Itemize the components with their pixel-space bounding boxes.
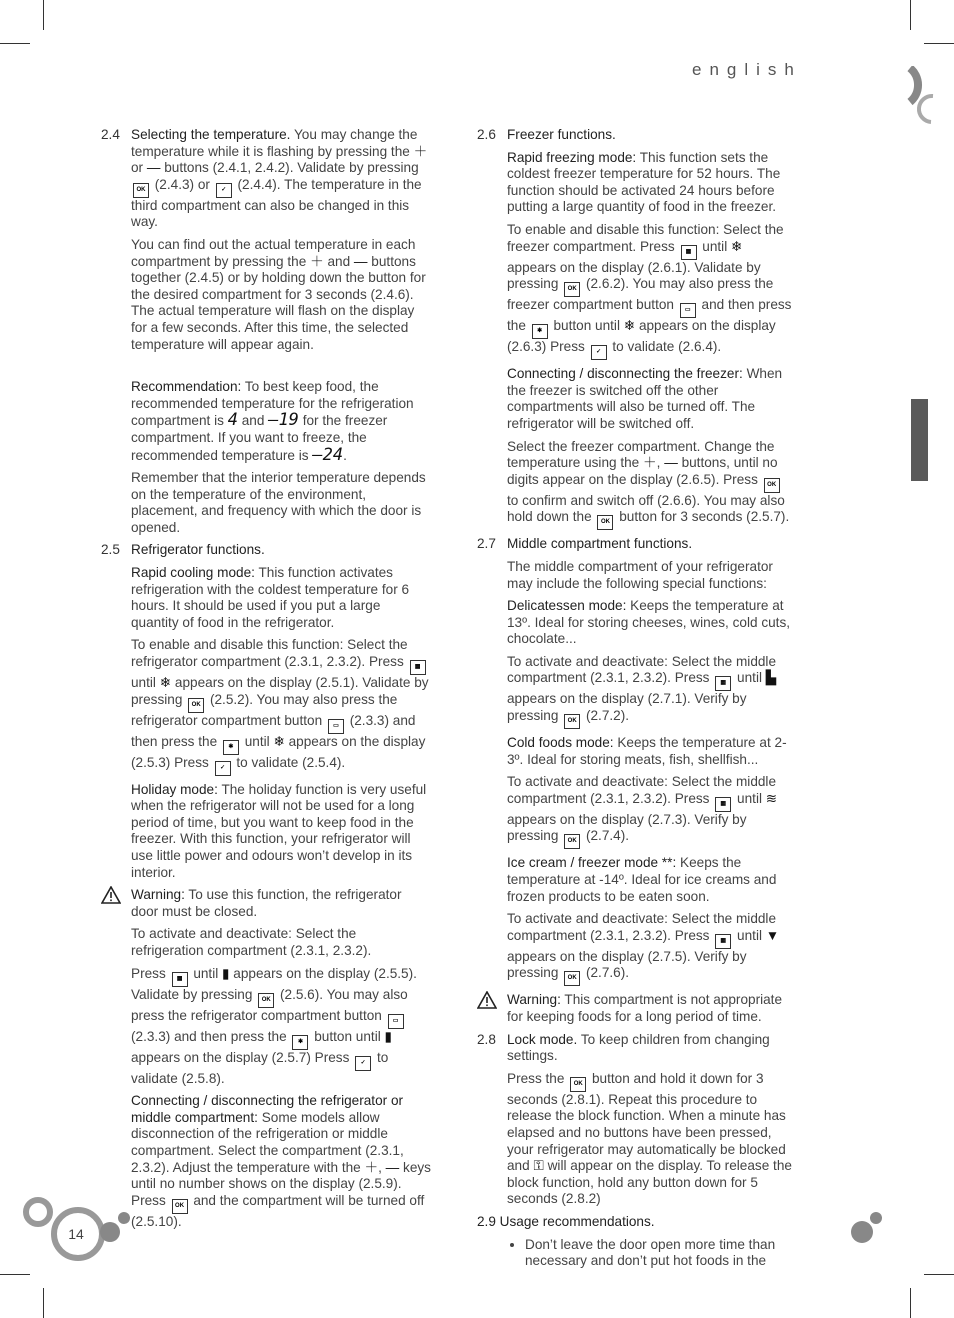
paragraph bbox=[507, 735, 795, 768]
validate-button-icon: ✓ bbox=[591, 345, 607, 360]
plus-icon: ＋ bbox=[364, 1159, 379, 1175]
text: (2.3.3) and then press the bbox=[131, 1028, 287, 1044]
section-number: 2.8 bbox=[477, 1031, 496, 1047]
ice-cream-icon: ▼ bbox=[765, 927, 780, 943]
subheading: Ice cream / freezer mode **: bbox=[507, 855, 677, 871]
paragraph bbox=[507, 911, 795, 986]
lock-icon: ⚿ bbox=[533, 1158, 544, 1174]
text: button until bbox=[314, 1028, 381, 1044]
text: will appear on the display. To release the block function, hold any button down for 5 seconds (2.8.2) bbox=[507, 1158, 792, 1207]
right-column bbox=[477, 127, 795, 1270]
freeze-temp-display: –24 bbox=[312, 444, 344, 465]
text: until bbox=[737, 790, 762, 806]
text: Some models allow disconnection of the refrigeration or middle compartment. Select the compartment (2.3.1, 2.3.2). Adjust the temperature with the bbox=[131, 1109, 404, 1175]
paragraph bbox=[507, 150, 795, 216]
text: This function sets the coldest freezer temperature for 52 hours. The function should be activated 24 hours before putting a large quantity of food in the freezer. bbox=[507, 149, 781, 215]
subheading: Recommendation: bbox=[131, 379, 242, 395]
plus-icon: ＋ bbox=[310, 253, 324, 269]
paragraph bbox=[131, 1093, 431, 1230]
function-button-icon: ✱ bbox=[292, 1035, 308, 1050]
paragraph bbox=[131, 565, 431, 631]
text: appears on the display (2.7.3). Verify by pressing bbox=[507, 811, 747, 844]
list-item: • Don’t leave the door open more time than necessary and don’t put hot foods in the bbox=[525, 1237, 795, 1270]
recommendation bbox=[131, 379, 431, 464]
text: and bbox=[241, 413, 265, 429]
text: To activate and deactivate: Select the middle compartment (2.3.1, 2.3.2). Press bbox=[507, 911, 777, 943]
text: button and hold it down for 3 seconds (2.8.1). Repeat this procedure to release the block function. When a minute has elapsed and no buttons have been pressed, your refrigerator may automatically be blocked and bbox=[507, 1070, 786, 1174]
text: to confirm and switch off (2.6.6). You may also hold down the bbox=[507, 492, 785, 525]
minus-icon: — bbox=[146, 160, 161, 176]
mode-button-icon: ▦ bbox=[681, 245, 697, 260]
subheading: Holiday mode: bbox=[131, 781, 218, 797]
section-body bbox=[131, 127, 431, 231]
ok-button-icon: OK bbox=[564, 714, 580, 729]
minus-icon: — bbox=[385, 1159, 400, 1175]
section-number: 2.5 bbox=[101, 542, 120, 558]
text: When the freezer is switched off the other compartments will also be turned off. The refrigerator will be switched off. bbox=[507, 366, 783, 431]
paragraph: To activate and deactivate: Select the refrigeration compartment (2.3.1, 2.3.2). bbox=[131, 926, 372, 958]
section-number: 2.4 bbox=[101, 127, 120, 142]
subheading: Warning: bbox=[131, 887, 185, 903]
crop-mark bbox=[924, 1274, 954, 1275]
plus-icon: ＋ bbox=[413, 143, 428, 159]
text: appears on the display (2.7.5). Verify by pressing bbox=[507, 948, 747, 981]
paragraph bbox=[131, 637, 431, 775]
text: buttons (2.4.1, 2.4.2). Validate by pressing bbox=[164, 160, 419, 176]
crop-mark bbox=[0, 1274, 30, 1275]
crop-mark bbox=[924, 43, 954, 44]
text: Keeps the temperature at 13º. Ideal for storing cheeses, wines, cold cuts, chocolate... bbox=[507, 598, 791, 647]
section-body bbox=[507, 1032, 795, 1065]
text: . bbox=[343, 447, 347, 463]
ok-button-icon: OK bbox=[570, 1077, 586, 1092]
crop-mark bbox=[910, 1288, 911, 1318]
text: To activate and deactivate: Select the middle compartment (2.3.1, 2.3.2). Press bbox=[507, 774, 777, 806]
ok-button-icon: OK bbox=[564, 834, 580, 849]
paragraph bbox=[507, 654, 795, 729]
text: buttons together (2.4.5) or by holding down the button for the desired compartment for 3 seconds (2.4.6). The actual temperature will flash on the display for a few seconds. After this time, the selected temperature will appear again. bbox=[131, 253, 426, 352]
paragraph: Remember that the interior temperature depends on the temperature of the environment, placement, and frequency with which the door is opened. bbox=[131, 470, 426, 535]
snowflake-icon: ❄ bbox=[159, 675, 172, 691]
usage-list bbox=[507, 1237, 795, 1270]
text: To keep children from changing settings. bbox=[507, 1031, 770, 1064]
text: To enable and disable this function: Select the freezer compartment. Press bbox=[507, 221, 784, 254]
mode-button-icon: ▦ bbox=[715, 797, 731, 812]
section-title: Refrigerator functions. bbox=[131, 542, 265, 558]
fish-icon: ≋ bbox=[765, 790, 778, 806]
text: until bbox=[131, 675, 156, 691]
subheading: Connecting / disconnecting the refrigerator or middle compartment: bbox=[131, 1093, 404, 1125]
section-title: Selecting the temperature. bbox=[131, 127, 291, 142]
freezer-temp-display: –19 bbox=[268, 410, 299, 431]
paragraph bbox=[507, 1071, 795, 1208]
mode-button-icon: ▦ bbox=[715, 934, 731, 949]
minus-icon: — bbox=[353, 253, 368, 269]
text: and then press the bbox=[507, 297, 792, 334]
text: You may change the temperature while it is flashing by pressing the bbox=[131, 127, 418, 159]
text: (2.7.4). bbox=[585, 828, 630, 844]
crop-mark bbox=[43, 1288, 44, 1318]
text: Keeps the temperature at 2-3º. Ideal for storing meats, fish, shellfish... bbox=[507, 735, 787, 767]
snowflake-icon: ❄ bbox=[623, 318, 636, 334]
paragraph bbox=[507, 366, 795, 432]
validate-button-icon: ✓ bbox=[215, 761, 231, 776]
text: to validate (2.5.4). bbox=[236, 754, 346, 770]
text: Press bbox=[131, 965, 166, 981]
text: To best keep food, the recommended temperature for the refrigeration compartment is bbox=[131, 379, 414, 429]
text: keys until no number shows on the display (2.5.9). Press bbox=[131, 1159, 431, 1208]
text: until bbox=[702, 238, 728, 254]
text: , bbox=[656, 455, 661, 471]
page-number: 14 bbox=[68, 1226, 84, 1242]
text: appears on the display (2.6.3) Press bbox=[507, 318, 776, 355]
text: appears on the display (2.5.1). Validate by pressing bbox=[131, 675, 429, 707]
delicatessen-icon: ▙ bbox=[765, 670, 777, 686]
subheading: Delicatessen mode: bbox=[507, 598, 627, 614]
paragraph bbox=[507, 439, 795, 531]
paragraph bbox=[507, 222, 795, 360]
mode-button-icon: ▦ bbox=[410, 660, 426, 675]
warning-icon bbox=[101, 886, 121, 904]
text: (2.6.2). You may also press the freezer compartment button bbox=[507, 276, 774, 313]
mode-button-icon: ▦ bbox=[172, 972, 188, 987]
snowflake-icon: ❄ bbox=[731, 238, 743, 254]
warning-icon bbox=[477, 991, 497, 1009]
text: to validate (2.6.4). bbox=[612, 339, 722, 355]
section-title: 2.9 Usage recommendations. bbox=[477, 1213, 655, 1229]
text: until bbox=[737, 927, 762, 943]
text: Press the bbox=[507, 1070, 565, 1086]
plus-icon: ＋ bbox=[643, 455, 657, 471]
fridge-button-icon: ▭ bbox=[388, 1014, 404, 1029]
ok-button-icon: OK bbox=[172, 1199, 188, 1214]
ok-button-icon: OK bbox=[564, 971, 580, 986]
text: appears on the display (2.5.5). Validate by pressing bbox=[131, 965, 417, 1002]
section-title: Freezer functions. bbox=[507, 127, 616, 142]
crop-mark bbox=[0, 43, 30, 44]
paragraph bbox=[131, 237, 431, 353]
paragraph bbox=[131, 966, 431, 1088]
paragraph bbox=[507, 774, 795, 849]
text: appears on the display (2.7.1). Verify by pressing bbox=[507, 691, 747, 724]
freezer-button-icon: ▭ bbox=[680, 303, 696, 318]
text: and the compartment will be turned off (2.5.10). bbox=[131, 1192, 425, 1229]
text: (2.7.2). bbox=[585, 708, 630, 724]
text: appears on the display (2.5.3) Press bbox=[131, 733, 426, 770]
paragraph bbox=[507, 855, 795, 905]
language-label: english bbox=[692, 60, 802, 79]
subheading: Warning: bbox=[507, 992, 561, 1008]
subheading: Rapid cooling mode: bbox=[131, 565, 255, 581]
minus-icon: — bbox=[664, 455, 678, 471]
text: until bbox=[244, 733, 270, 749]
text: This compartment is not appropriate for keeping foods for a long period of time. bbox=[507, 992, 783, 1024]
decor-top-right-icon bbox=[905, 66, 945, 126]
section-number: 2.6 bbox=[477, 127, 496, 142]
text: To enable and disable this function: Select the refrigerator compartment (2.3.1, 2.3.2). Press bbox=[131, 637, 408, 670]
text: (2.5.2). You may also press the refrigerator compartment button bbox=[131, 691, 398, 728]
fridge-button-icon: ▭ bbox=[328, 719, 344, 734]
section-title: Middle compartment functions. bbox=[507, 536, 693, 552]
section-2-8 bbox=[477, 1032, 795, 1065]
section-2-5 bbox=[101, 542, 431, 559]
ok-button-icon: OK bbox=[764, 478, 780, 493]
section-tab-marker bbox=[911, 399, 928, 481]
subheading: Connecting / disconnecting the freezer: bbox=[507, 366, 743, 382]
text: , bbox=[378, 1159, 382, 1175]
crop-mark bbox=[43, 0, 44, 30]
section-number: 2.7 bbox=[477, 536, 496, 552]
text: (2.4.4). The temperature in the third compartment can also be changed in this way. bbox=[131, 176, 422, 230]
warning bbox=[507, 992, 795, 1025]
text: or bbox=[131, 160, 144, 176]
text: appears on the display (2.6.1). Validate by pressing bbox=[507, 259, 761, 292]
holiday-suitcase-icon: ▮ bbox=[222, 965, 230, 981]
decor-bottom-right-icon bbox=[848, 1208, 888, 1248]
text: until bbox=[737, 670, 762, 686]
text: Select the freezer compartment. Change the temperature using the bbox=[507, 438, 775, 471]
paragraph bbox=[507, 598, 795, 648]
section-2-9 bbox=[477, 1214, 795, 1231]
text: buttons, until no digits appear on the display (2.6.5). Press bbox=[507, 455, 778, 487]
mode-button-icon: ▦ bbox=[715, 676, 731, 691]
text: to validate (2.5.8). bbox=[131, 1049, 389, 1086]
section-2-6 bbox=[477, 127, 795, 144]
ok-button-icon: OK bbox=[258, 993, 274, 1008]
ok-button-icon: OK bbox=[597, 515, 613, 530]
paragraph bbox=[131, 782, 431, 882]
text: (2.4.3) or bbox=[154, 176, 210, 192]
function-button-icon: ✱ bbox=[532, 324, 548, 339]
text: appears on the display (2.5.7) Press bbox=[131, 1049, 350, 1065]
text: You can find out the actual temperature in each compartment by pressing the bbox=[131, 236, 416, 269]
warning bbox=[131, 887, 431, 920]
subheading: Rapid freezing mode: bbox=[507, 149, 637, 165]
text: The holiday function is very useful when the refrigerator will not be used for a long period of time, but you want to keep food in the freezer. With this function, your refrigerator will use little power and odours won’t develop in its interior. bbox=[131, 781, 427, 880]
text: and bbox=[327, 253, 351, 269]
text: To activate and deactivate: Select the middle compartment (2.3.1, 2.3.2). Press bbox=[507, 653, 777, 686]
validate-button-icon: ✓ bbox=[216, 183, 232, 198]
text: button until bbox=[553, 318, 620, 334]
fridge-temp-display: 4 bbox=[227, 410, 238, 431]
text: for the freezer compartment. If you want to freeze, the recommended temperature is bbox=[131, 413, 388, 463]
section-title: Lock mode. bbox=[507, 1031, 578, 1047]
holiday-suitcase-icon: ▮ bbox=[384, 1028, 393, 1044]
text: (2.7.6). bbox=[585, 965, 630, 981]
text: Keeps the temperature at -14º. Ideal for ice creams and frozen products to be eaten soon. bbox=[507, 855, 777, 904]
text: until bbox=[193, 965, 219, 981]
text: This function activates refrigeration with the coldest temperature for 6 hours. It should be used if you put a large quantity of food in the refrigerator. bbox=[131, 565, 410, 630]
paragraph: The middle compartment of your refrigerator may include the following special functions: bbox=[507, 558, 773, 591]
validate-button-icon: ✓ bbox=[355, 1056, 371, 1071]
text: (2.5.6). You may also press the refrigerator compartment button bbox=[131, 986, 408, 1023]
ok-button-icon: OK bbox=[133, 183, 149, 198]
text: To use this function, the refrigerator door must be closed. bbox=[131, 887, 402, 919]
snowflake-icon: ❄ bbox=[273, 733, 285, 749]
crop-mark bbox=[910, 0, 911, 30]
function-button-icon: ✱ bbox=[223, 740, 239, 755]
text: button for 3 seconds (2.5.7). bbox=[619, 509, 790, 525]
section-2-7 bbox=[477, 536, 795, 553]
ok-button-icon: OK bbox=[188, 698, 204, 713]
ok-button-icon: OK bbox=[564, 282, 580, 297]
left-column bbox=[101, 127, 431, 1236]
text: (2.3.3) and then press the bbox=[131, 712, 416, 749]
section-2-4 bbox=[101, 127, 431, 231]
subheading: Cold foods mode: bbox=[507, 735, 614, 751]
